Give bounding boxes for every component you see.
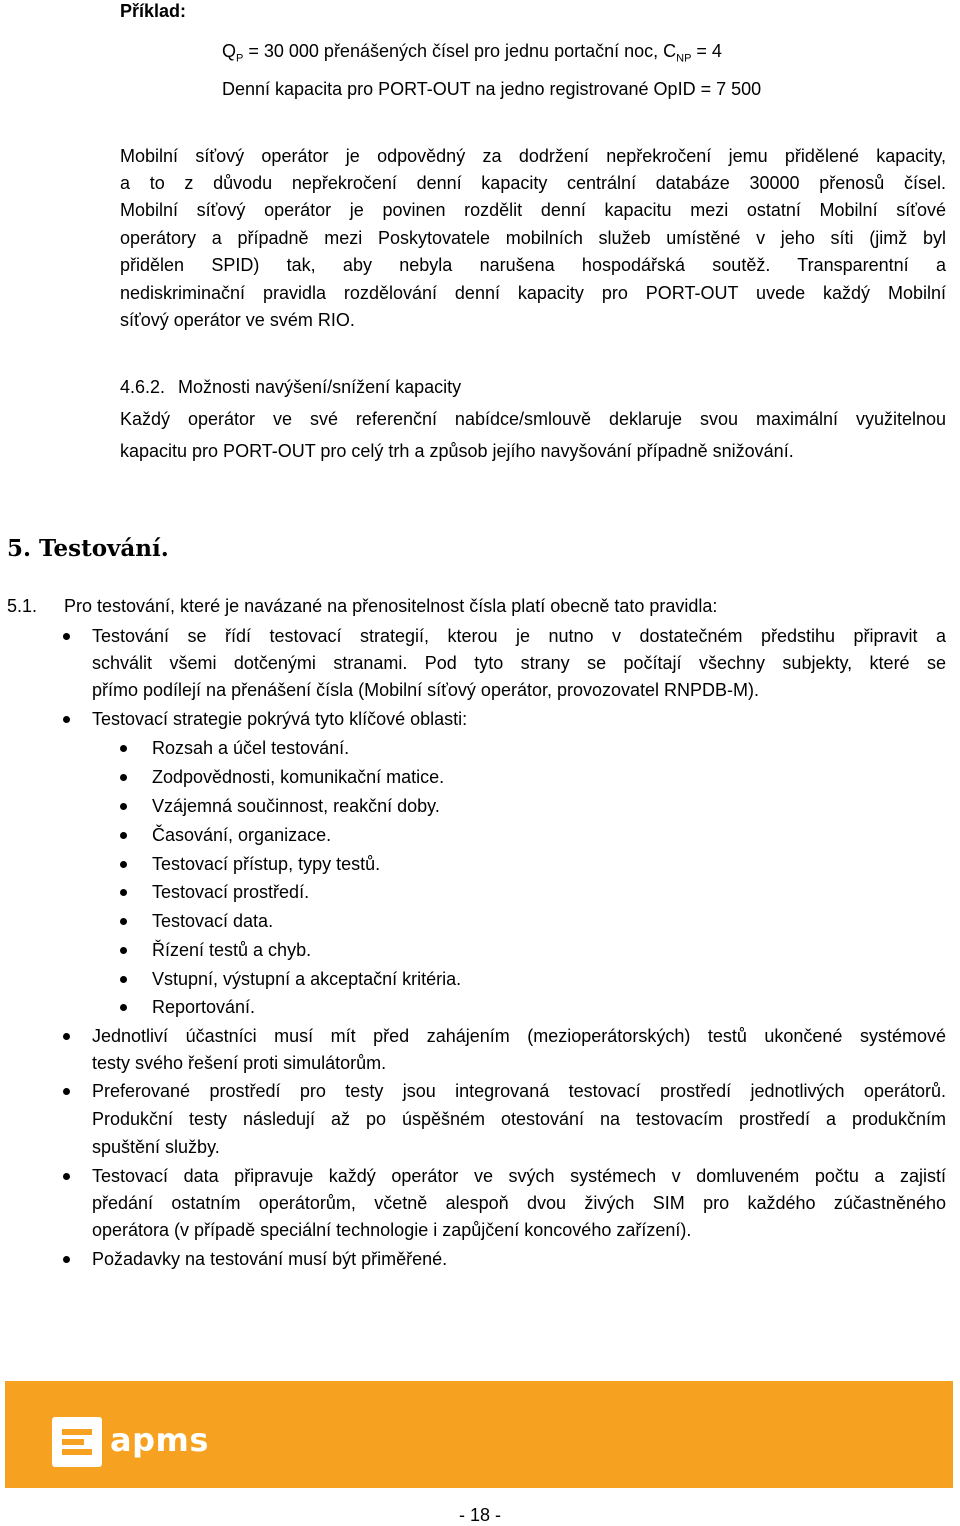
bullet1-line1: Testování se řídí testovací strategií, kterou je nutno v dostatečném předstihu připravit a	[92, 626, 946, 646]
bullet-dot	[63, 1088, 70, 1095]
bullet6: Požadavky na testování musí být přiměřené.	[92, 1249, 448, 1269]
para1-line4: operátory a případně mezi Poskytovatele mobilních služeb umístěné v jeho síti (jimž byl	[120, 228, 946, 248]
sub-bullet-item: Zodpovědnosti, komunikační matice.	[152, 767, 445, 787]
para1-line1: Mobilní síťový operátor je odpovědný za dodržení nepřekročení jemu přidělené kapacity,	[120, 146, 946, 166]
sub-bullet-dot	[120, 803, 127, 810]
qp-prefix: Q	[222, 41, 237, 61]
bullet3-line2: testy svého řešení proti simulátorům.	[92, 1053, 387, 1073]
page-number: - 18 -	[458, 1505, 501, 1525]
apms-logo-text: apms	[110, 1421, 209, 1459]
bullet2: Testovací strategie pokrývá tyto klíčové oblasti:	[92, 709, 468, 729]
sub-bullet-dot	[120, 745, 127, 752]
sub-bullet-item: Vstupní, výstupní a akceptační kritéria.	[152, 969, 462, 989]
bullet-dot	[63, 716, 70, 723]
sub-bullet-item: Testovací prostředí.	[152, 882, 310, 902]
daily-capacity-line: Denní kapacita pro PORT-OUT na jedno registrované OpID = 7 500	[222, 79, 762, 99]
bullet1-line3: přímo podílejí na přenášení čísla (Mobilní síťový operátor, provozovatel RNPDB-M).	[92, 680, 760, 700]
bullet-dot	[63, 1256, 70, 1263]
logo-bar	[62, 1449, 92, 1455]
sub-bullet-dot	[120, 947, 127, 954]
qp-mid: = 30 000 přenášených čísel pro jednu portační noc, C	[243, 41, 677, 61]
section-462-line1: Každý operátor ve své referenční nabídce/smlouvě deklaruje svou maximální využitelnou	[120, 409, 946, 429]
sub-bullet-item: Testovací přístup, typy testů.	[152, 854, 381, 874]
sub-bullet-dot	[120, 918, 127, 925]
sub-bullet-dot	[120, 774, 127, 781]
bullet3-line1: Jednotliví účastníci musí mít před zahájením (mezioperátorských) testů ukončené systémové	[92, 1026, 946, 1046]
para1-line7: síťový operátor ve svém RIO.	[120, 310, 355, 330]
sub-bullet-dot	[120, 832, 127, 839]
para1-line2: a to z důvodu nepřekročení denní kapacity centrální databáze 30000 přenosů čísel.	[120, 173, 946, 193]
sub-bullet-dot	[120, 889, 127, 896]
heading-5-testovani: 5. Testování.	[7, 535, 169, 562]
section-51-intro: Pro testování, které je navázané na přenositelnost čísla platí obecně tato pravidla:	[64, 596, 718, 616]
section-462-line2: kapacitu pro PORT-OUT pro celý trh a způsob jejího navyšování případně snižování.	[120, 441, 794, 461]
para1-line6: nediskriminační pravidla rozdělování denní kapacity pro PORT-OUT uvede každý Mobilní	[120, 283, 946, 303]
formula-line	[222, 38, 722, 73]
apms-logo-icon	[52, 1417, 102, 1467]
logo-bar	[62, 1429, 92, 1435]
para1-line3: Mobilní síťový operátor je povinen rozdělit denní kapacitu mezi ostatní Mobilní síťové	[120, 200, 946, 220]
cnp-subscript: NP	[676, 52, 692, 65]
logo-bar	[62, 1439, 84, 1445]
bullet4-line2: Produkční testy následují až po úspěšném otestování na testovacím prostředí a produkčním	[92, 1109, 946, 1129]
bullet5-line3: operátora (v případě speciální technologie i zapůjčení koncového zařízení).	[92, 1220, 692, 1240]
sub-bullet-dot	[120, 976, 127, 983]
sub-bullet-item: Rozsah a účel testování.	[152, 738, 350, 758]
section-51-number: 5.1.	[7, 596, 38, 616]
section-462-number: 4.6.2.	[120, 377, 166, 397]
sub-bullet-item: Testovací data.	[152, 911, 274, 931]
para1-line5: přidělen SPID) tak, aby nebyla narušena hospodářská soutěž. Transparentní a	[120, 255, 946, 275]
bullet5-line1: Testovací data připravuje každý operátor ve svých systémech v domluveném počtu a zajistí	[92, 1166, 946, 1186]
bullet1-line2: schválit všemi dotčenými stranami. Pod tyto strany se počítají všechny subjekty, které se	[92, 653, 946, 673]
qp-end: = 4	[691, 41, 722, 61]
sub-bullet-item: Řízení testů a chyb.	[152, 940, 312, 960]
section-462-title: Možnosti navýšení/snížení kapacity	[178, 377, 462, 397]
bullet5-line2: předání ostatním operátorům, včetně alespoň dvou živých SIM pro každého zúčastněného	[92, 1193, 946, 1213]
sub-bullet-item: Reportování.	[152, 997, 256, 1017]
sub-bullet-item: Vzájemná součinnost, reakční doby.	[152, 796, 440, 816]
bullet4-line1: Preferované prostředí pro testy jsou integrovaná testovací prostředí jednotlivých operátorů.	[92, 1081, 946, 1101]
sub-bullet-item: Časování, organizace.	[152, 825, 332, 845]
sub-bullet-dot	[120, 861, 127, 868]
bullet4-line3: spuštění služby.	[92, 1137, 220, 1157]
qp-subscript: P	[236, 52, 244, 65]
bullet-dot	[63, 633, 70, 640]
sub-bullet-dot	[120, 1004, 127, 1011]
bullet-dot	[63, 1173, 70, 1180]
bullet-dot	[63, 1033, 70, 1040]
example-label: Příklad:	[120, 1, 187, 21]
